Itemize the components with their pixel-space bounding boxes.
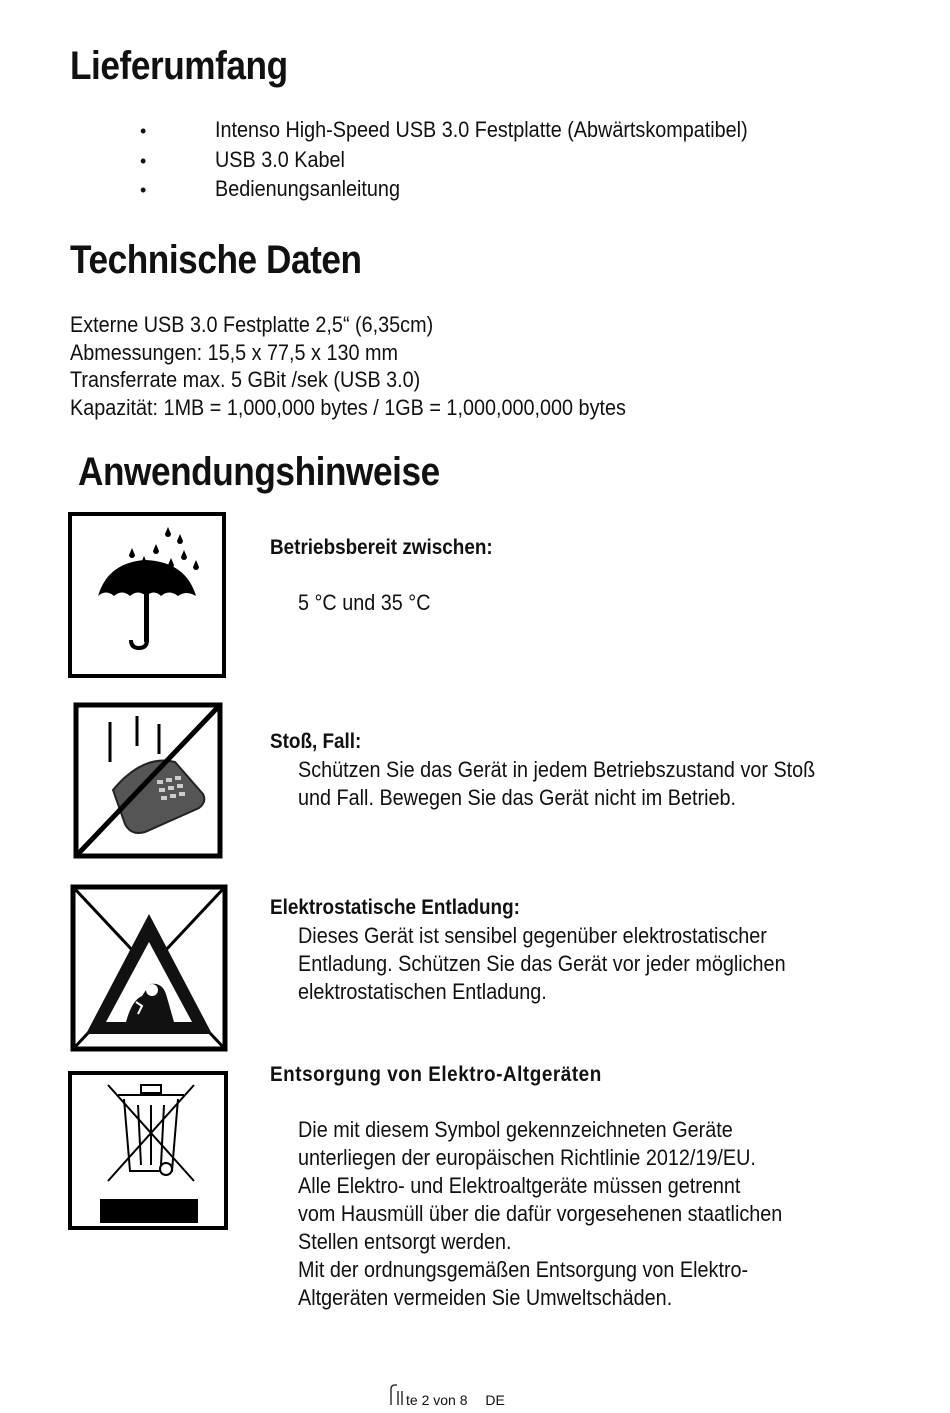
section-line: und Fall. Bewegen Sie das Gerät nicht im Betrieb. (298, 785, 737, 810)
page-number: te 2 von 8 (406, 1392, 468, 1408)
spec-line: Externe USB 3.0 Festplatte 2,5“ (6,35cm) (70, 312, 434, 337)
page-footer (388, 1383, 505, 1408)
section-line: 5 °C und 35 °C (298, 590, 431, 615)
bullet-icon: • (140, 150, 147, 171)
spec-line: Transferrate max. 5 GBit /sek (USB 3.0) (70, 367, 421, 392)
spec-line: Kapazität: 1MB = 1,000,000 bytes / 1GB = 1,000,000,000 bytes (70, 394, 626, 420)
bullet-icon: • (140, 180, 147, 200)
section-line: Mit der ordnungsgemäßen Entsorgung von Elektro- (298, 1257, 749, 1282)
list-item-text: USB 3.0 Kabel (215, 146, 345, 172)
heading-technische-daten: Technische Daten (70, 238, 362, 282)
heading-anwendungshinweise: Anwendungshinweise (78, 450, 440, 494)
section-line: Altgeräten vermeiden Sie Umweltschäden. (298, 1285, 673, 1310)
spec-list (70, 312, 688, 422)
section-line: Entladung. Schützen Sie das Gerät vor jeder möglichen (298, 951, 786, 976)
list-item-text: Intenso High-Speed USB 3.0 Festplatte (Abwärtskompatibel) (215, 117, 748, 142)
crossed-bin-icon (68, 1071, 228, 1230)
section-line: Dieses Gerät ist sensibel gegenüber elektrostatischer (298, 923, 767, 948)
language-code: DE (485, 1392, 505, 1408)
umbrella-rain-icon (68, 512, 226, 678)
section-line: elektrostatischen Entladung. (298, 979, 547, 1004)
section-title-esd: Elektrostatische Entladung: (270, 896, 520, 919)
section-title-entsorgung: Entsorgung von Elektro-Altgeräten (270, 1063, 602, 1086)
section-line: vom Hausmüll über die dafür vorgesehenen staatlichen (298, 1201, 783, 1226)
section-line: Die mit diesem Symbol gekennzeichneten Geräte (298, 1117, 733, 1142)
section-title-betriebsbereit: Betriebsbereit zwischen: (270, 536, 493, 559)
section-line: Schützen Sie das Gerät in jedem Betriebszustand vor Stoß (298, 757, 816, 782)
section-title-stoss-fall: Stoß, Fall: (270, 730, 362, 753)
section-line: unterliegen der europäischen Richtlinie 2012/19/EU. (298, 1145, 756, 1170)
section-body-entsorgung (298, 1117, 836, 1313)
bullet-icon: • (140, 121, 147, 141)
heading-lieferumfang: Lieferumfang (70, 44, 288, 88)
section-body-stoss-fall (298, 757, 873, 813)
section-line: Alle Elektro- und Elektroaltgeräte müssen getrennt (298, 1173, 741, 1198)
page-mark-icon (388, 1383, 406, 1408)
section-line: Stellen entsorgt werden. (298, 1229, 512, 1254)
list-item-text: Bedienungsanleitung (215, 176, 400, 201)
spec-line: Abmessungen: 15,5 x 77,5 x 130 mm (70, 339, 398, 365)
no-drop-device-icon (73, 702, 223, 859)
esd-warning-icon (70, 884, 228, 1052)
section-body-esd (298, 923, 840, 1007)
section-body-betriebsbereit (298, 590, 445, 618)
